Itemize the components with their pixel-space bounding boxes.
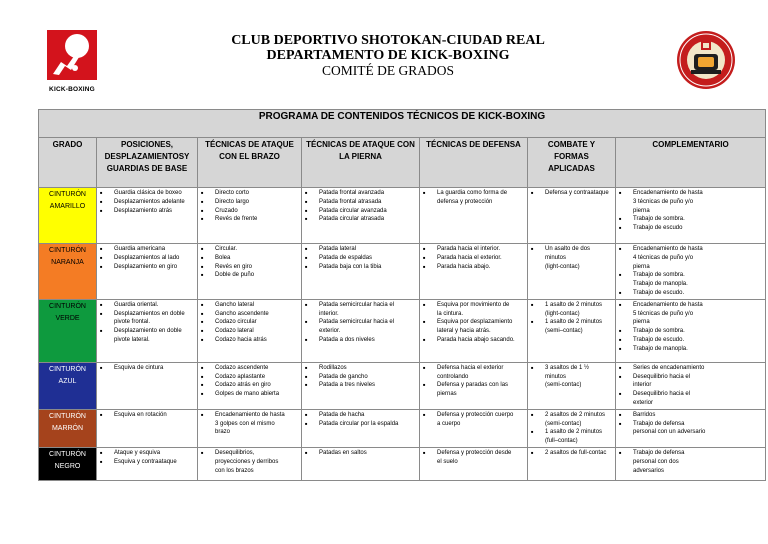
list-item: ■ Esquiva en rotación <box>99 411 195 420</box>
department-name: DEPARTAMENTO DE KICK-BOXING <box>266 48 510 63</box>
list-item: ■ Trabajo de manopla. <box>618 345 763 354</box>
content-cell <box>198 188 302 244</box>
list-item: ■ Patada circular avanzada <box>304 207 417 216</box>
column-header: GRADO <box>39 138 97 188</box>
list-item: ■ Bolea <box>200 254 299 263</box>
content-cell <box>97 188 198 244</box>
logo-label: KICK-BOXING <box>49 86 95 93</box>
list-item: ■ 3 asaltos de 1 ½ minutos (semi-contac) <box>530 364 613 390</box>
content-cell <box>616 447 766 480</box>
list-item: ■ Desequilibrios, proyecciones y derribos con los brazos <box>200 449 299 475</box>
list-item: ■ Defensa y contraataque <box>530 189 613 198</box>
list-item: ■ Patada semicircular hacia el interior. <box>304 301 417 319</box>
list-item: ■ La guardia como forma de defensa y protección <box>422 189 525 207</box>
content-cell <box>420 244 528 300</box>
list-item: ■ 1 asalto de 2 minutos (full–contac) <box>530 428 613 446</box>
content-cell <box>97 362 198 409</box>
content-cell <box>302 362 420 409</box>
list-item: ■ Esquiva de cintura <box>99 364 195 373</box>
kicking-figure-icon <box>51 48 91 76</box>
content-cell <box>528 409 616 447</box>
list-item: ■ Barridos <box>618 411 763 420</box>
list-item: ■ Codazo circular <box>200 318 299 327</box>
list-item: ■ Patada semicircular hacia el exterior. <box>304 318 417 336</box>
content-cell <box>616 409 766 447</box>
content-cell <box>302 447 420 480</box>
grade-cell-negro: CINTURÓN NEGRO <box>39 447 97 480</box>
list-item: ■ Patadas en saltos <box>304 449 417 458</box>
content-cell <box>420 188 528 244</box>
list-item: ■ Un asalto de dos minutos (light-contac) <box>530 245 613 271</box>
list-item: ■ Desplazamientos en doble pivote frontal. <box>99 310 195 328</box>
list-item: ■ Golpes de mano abierta <box>200 390 299 399</box>
table-row <box>39 188 766 244</box>
list-item: ■ Encadenamiento de hasta 4 técnicas de puño y/o pierna <box>618 245 763 271</box>
list-item: ■ Cruzado <box>200 207 299 216</box>
content-cell <box>616 299 766 362</box>
club-seal-logo <box>676 30 736 90</box>
list-item: ■ Patada de hacha <box>304 411 417 420</box>
content-cell <box>198 447 302 480</box>
column-header: COMPLEMENTARIO <box>616 138 766 188</box>
list-item: ■ Directo corto <box>200 189 299 198</box>
list-item: ■ Parada hacia el interior. <box>422 245 525 254</box>
list-item: ■ Desplazamiento atrás <box>99 207 195 216</box>
content-cell <box>528 299 616 362</box>
content-cell <box>528 244 616 300</box>
committee-name: COMITÉ DE GRADOS <box>321 63 454 78</box>
list-item: ■ Defensa y paradas con las piernas <box>422 381 525 399</box>
list-item: ■ Encadenamiento de hasta 3 golpes con el mismo brazo <box>200 411 299 437</box>
list-item: ■ Trabajo de sombra. Trabajo de manopla. <box>618 271 763 289</box>
list-item: ■ Desplazamientos al lado <box>99 254 195 263</box>
content-cell <box>420 447 528 480</box>
content-cell <box>302 299 420 362</box>
list-item: ■ 2 asaltos de full-contac <box>530 449 613 458</box>
grade-cell-naranja: CINTURÓN NARANJA <box>39 244 97 300</box>
column-header: TÉCNICAS DE ATAQUE CON EL BRAZO <box>198 138 302 188</box>
list-item: ■ Desplazamiento en doble pivote lateral. <box>99 327 195 345</box>
list-item: ■ Encadenamiento de hasta 5 técnicas de puño y/o pierna <box>618 301 763 327</box>
table-title: PROGRAMA DE CONTENIDOS TÉCNICOS DE KICK-BOXING <box>39 110 766 138</box>
list-item: ■ Patada de gancho <box>304 373 417 382</box>
list-item: ■ Patada baja con la tibia <box>304 263 417 272</box>
list-item: ■ Guardia clásica de boxeo <box>99 189 195 198</box>
list-item: ■ Defensa y protección cuerpo a cuerpo <box>422 411 525 429</box>
list-item: ■ Trabajo de escudo <box>618 224 763 233</box>
list-item: ■ Revés en giro <box>200 263 299 272</box>
content-cell <box>528 362 616 409</box>
list-item: ■ Revés de frente <box>200 215 299 224</box>
column-header: TÉCNICAS DE DEFENSA <box>420 138 528 188</box>
column-header: TÉCNICAS DE ATAQUE CON LA PIERNA <box>302 138 420 188</box>
document-header <box>150 33 626 78</box>
list-item: ■ Codazo lateral <box>200 327 299 336</box>
table-row <box>39 299 766 362</box>
content-cell <box>198 409 302 447</box>
column-header: POSICIONES, DESPLAZAMIENTOSY GUARDIAS DE BASE <box>97 138 198 188</box>
content-cell <box>616 244 766 300</box>
list-item: ■ Patada lateral <box>304 245 417 254</box>
list-item: ■ Ataque y esquiva <box>99 449 195 458</box>
table-row <box>39 409 766 447</box>
column-headers <box>39 138 766 188</box>
list-item: ■ Patada a dos niveles <box>304 336 417 345</box>
list-item: ■ Parada hacia abajo. <box>422 263 525 272</box>
grade-cell-marron: CINTURÓN MARRÓN <box>39 409 97 447</box>
list-item: ■ Encadenamiento de hasta 3 técnicas de puño y/o pierna <box>618 189 763 215</box>
list-item: ■ 1 asalto de 2 minutos (light-contac) <box>530 301 613 319</box>
list-item: ■ Trabajo de defensa personal con dos adversarios <box>618 449 763 475</box>
content-cell <box>97 244 198 300</box>
table-row <box>39 447 766 480</box>
list-item: ■ 2 asaltos de 2 minutos (semi-contac) <box>530 411 613 429</box>
list-item: ■ Codazo hacia atrás <box>200 336 299 345</box>
content-cell <box>420 299 528 362</box>
grade-cell-verde: CINTURÓN VERDE <box>39 299 97 362</box>
content-cell <box>97 299 198 362</box>
content-cell <box>528 447 616 480</box>
content-cell <box>198 362 302 409</box>
content-cell <box>420 362 528 409</box>
list-item: ■ Trabajo de defensa personal con un adversario <box>618 420 763 438</box>
list-item: ■ Trabajo de escudo. <box>618 336 763 345</box>
list-item: ■ Rodillazos <box>304 364 417 373</box>
list-item: ■ Trabajo de sombra. <box>618 327 763 336</box>
content-cell <box>302 409 420 447</box>
list-item: ■ Doble de puño <box>200 271 299 280</box>
club-name: CLUB DEPORTIVO SHOTOKAN-CIUDAD REAL <box>231 33 545 48</box>
content-cell <box>420 409 528 447</box>
list-item: ■ Esquiva por movimiento de la cintura. <box>422 301 525 319</box>
list-item: ■ Patada de espaldas <box>304 254 417 263</box>
content-cell <box>198 244 302 300</box>
list-item: ■ Directo largo <box>200 198 299 207</box>
list-item: ■ Patada frontal avanzada <box>304 189 417 198</box>
list-item: ■ Patada frontal atrasada <box>304 198 417 207</box>
content-cell <box>97 409 198 447</box>
list-item: ■ Patada circular por la espalda <box>304 420 417 429</box>
table-row <box>39 244 766 300</box>
list-item: ■ Circular. <box>200 245 299 254</box>
table-row <box>39 362 766 409</box>
list-item: ■ 1 asalto de 2 minutos (semi–contac) <box>530 318 613 336</box>
list-item: ■ Patada circular atrasada <box>304 215 417 224</box>
list-item: ■ Series de encadenamiento <box>618 364 763 373</box>
content-cell <box>528 188 616 244</box>
kick-boxing-logo <box>44 30 100 93</box>
grade-cell-amarillo: CINTURÓN AMARILLO <box>39 188 97 244</box>
list-item: ■ Desequilibrio hacia el exterior <box>618 390 763 408</box>
list-item: ■ Codazo aplastante <box>200 373 299 382</box>
list-item: ■ Codazo ascendente <box>200 364 299 373</box>
list-item: ■ Defensa y protección desde el suelo <box>422 449 525 467</box>
column-header: COMBATE Y FORMAS APLICADAS <box>528 138 616 188</box>
list-item: ■ Gancho lateral <box>200 301 299 310</box>
list-item: ■ Parada hacia abajo sacando. <box>422 336 525 345</box>
content-cell <box>616 362 766 409</box>
list-item: ■ Guardia americana <box>99 245 195 254</box>
content-cell <box>616 188 766 244</box>
grade-cell-azul: CINTURÓN AZUL <box>39 362 97 409</box>
list-item: ■ Trabajo de sombra. <box>618 215 763 224</box>
technical-program-table <box>38 109 766 481</box>
content-cell <box>302 244 420 300</box>
content-cell <box>97 447 198 480</box>
list-item: ■ Desplazamiento en giro <box>99 263 195 272</box>
content-cell <box>198 299 302 362</box>
list-item: ■ Guardia oriental. <box>99 301 195 310</box>
content-cell <box>302 188 420 244</box>
list-item: ■ Trabajo de escudo. <box>618 289 763 298</box>
list-item: ■ Parada hacia el exterior. <box>422 254 525 263</box>
list-item: ■ Gancho ascendente <box>200 310 299 319</box>
list-item: ■ Desequilibrio hacia el interior <box>618 373 763 391</box>
list-item: ■ Esquiva por desplazamiento lateral y hacia atrás. <box>422 318 525 336</box>
list-item: ■ Codazo atrás en giro <box>200 381 299 390</box>
list-item: ■ Patada a tres niveles <box>304 381 417 390</box>
list-item: ■ Desplazamientos adelante <box>99 198 195 207</box>
list-item: ■ Defensa hacia el exterior controlando <box>422 364 525 382</box>
kick-boxing-emblem <box>47 30 97 80</box>
list-item: ■ Esquiva y contraataque <box>99 458 195 467</box>
